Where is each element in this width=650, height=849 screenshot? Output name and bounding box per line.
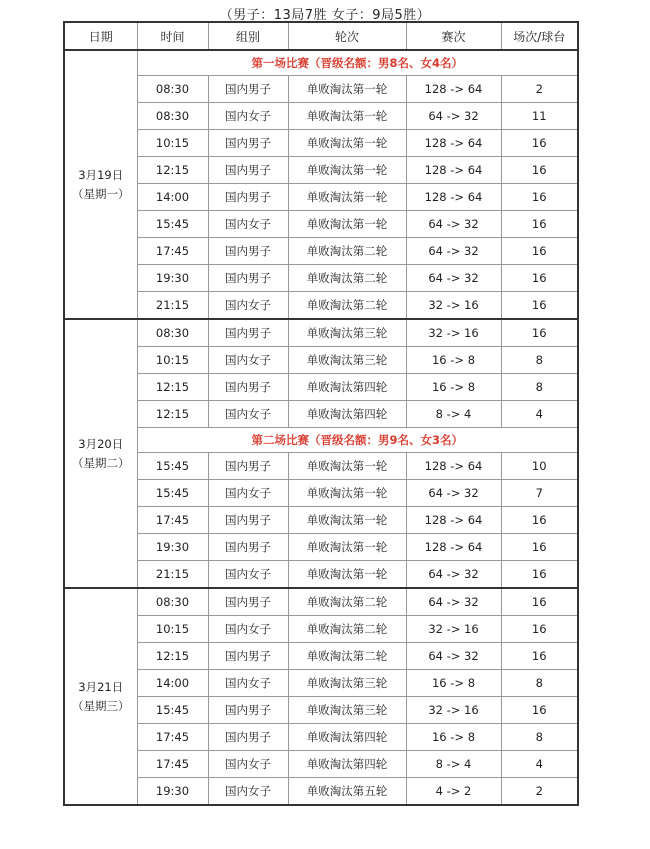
round-cell: 单败淘汰第一轮 [288, 507, 406, 534]
table-number-cell: 16 [501, 697, 578, 724]
match-cell: 64 -> 32 [406, 643, 501, 670]
table-number-cell: 16 [501, 616, 578, 643]
group-cell: 国内女子 [208, 778, 288, 806]
time-cell: 08:30 [137, 319, 208, 347]
table-number-cell: 16 [501, 211, 578, 238]
match-cell: 32 -> 16 [406, 319, 501, 347]
time-cell: 08:30 [137, 76, 208, 103]
table-row [64, 211, 578, 238]
time-cell: 17:45 [137, 507, 208, 534]
table-number-cell: 16 [501, 643, 578, 670]
time-cell: 19:30 [137, 778, 208, 806]
match-cell: 16 -> 8 [406, 724, 501, 751]
time-cell: 21:15 [137, 292, 208, 320]
round-cell: 单败淘汰第一轮 [288, 157, 406, 184]
session-banner: 第二场比赛（晋级名额：男9名、女3名） [137, 428, 578, 453]
header-group: 组别 [208, 22, 288, 50]
group-cell: 国内女子 [208, 103, 288, 130]
match-cell: 64 -> 32 [406, 103, 501, 130]
table-number-cell: 16 [501, 588, 578, 616]
round-cell: 单败淘汰第二轮 [288, 292, 406, 320]
time-cell: 10:15 [137, 130, 208, 157]
group-cell: 国内男子 [208, 184, 288, 211]
date-cell [64, 319, 137, 588]
match-cell: 128 -> 64 [406, 453, 501, 480]
date-label: 3月19日 [78, 167, 124, 182]
weekday-label: （星期一） [72, 186, 130, 201]
time-cell: 15:45 [137, 480, 208, 507]
table-row [64, 401, 578, 428]
time-cell: 19:30 [137, 534, 208, 561]
table-row [64, 319, 578, 347]
table-number-cell: 4 [501, 401, 578, 428]
table-number-cell: 16 [501, 292, 578, 320]
table-row [64, 374, 578, 401]
match-cell: 64 -> 32 [406, 588, 501, 616]
table-row [64, 184, 578, 211]
group-cell: 国内男子 [208, 130, 288, 157]
group-cell: 国内男子 [208, 238, 288, 265]
time-cell: 10:15 [137, 616, 208, 643]
round-cell: 单败淘汰第一轮 [288, 534, 406, 561]
round-cell: 单败淘汰第二轮 [288, 238, 406, 265]
round-cell: 单败淘汰第一轮 [288, 103, 406, 130]
match-cell: 128 -> 64 [406, 507, 501, 534]
date-cell [64, 588, 137, 805]
group-cell: 国内女子 [208, 347, 288, 374]
time-cell: 12:15 [137, 401, 208, 428]
time-cell: 15:45 [137, 697, 208, 724]
group-cell: 国内女子 [208, 480, 288, 507]
round-cell: 单败淘汰第三轮 [288, 319, 406, 347]
round-cell: 单败淘汰第二轮 [288, 643, 406, 670]
table-row [64, 76, 578, 103]
group-cell: 国内女子 [208, 670, 288, 697]
group-cell: 国内男子 [208, 76, 288, 103]
table-row [64, 480, 578, 507]
table-row [64, 697, 578, 724]
weekday-label: （星期二） [72, 455, 130, 470]
match-cell: 64 -> 32 [406, 211, 501, 238]
group-cell: 国内女子 [208, 211, 288, 238]
table-number-cell: 8 [501, 374, 578, 401]
table-row [64, 670, 578, 697]
match-cell: 32 -> 16 [406, 616, 501, 643]
header-date: 日期 [64, 22, 137, 50]
date-label: 3月21日 [78, 679, 124, 694]
table-number-cell: 16 [501, 238, 578, 265]
date-cell [64, 50, 137, 319]
round-cell: 单败淘汰第一轮 [288, 76, 406, 103]
round-cell: 单败淘汰第四轮 [288, 401, 406, 428]
match-cell: 128 -> 64 [406, 534, 501, 561]
time-cell: 17:45 [137, 751, 208, 778]
time-cell: 12:15 [137, 643, 208, 670]
header-table: 场次/球台 [501, 22, 578, 50]
match-cell: 4 -> 2 [406, 778, 501, 806]
time-cell: 17:45 [137, 724, 208, 751]
match-cell: 128 -> 64 [406, 130, 501, 157]
table-number-cell: 10 [501, 453, 578, 480]
group-cell: 国内男子 [208, 453, 288, 480]
table-row [64, 238, 578, 265]
header-row [64, 22, 578, 50]
table-row [64, 751, 578, 778]
schedule-table [63, 21, 579, 806]
table-row [64, 453, 578, 480]
table-number-cell: 4 [501, 751, 578, 778]
table-row [64, 588, 578, 616]
header-round: 轮次 [288, 22, 406, 50]
time-cell: 14:00 [137, 670, 208, 697]
table-row [64, 157, 578, 184]
table-number-cell: 16 [501, 157, 578, 184]
weekday-label: （星期三） [72, 698, 130, 713]
round-cell: 单败淘汰第三轮 [288, 347, 406, 374]
table-number-cell: 11 [501, 103, 578, 130]
session-banner: 第一场比赛（晋级名额：男8名、女4名） [137, 50, 578, 76]
match-cell: 16 -> 8 [406, 347, 501, 374]
table-body [64, 50, 578, 805]
table-number-cell: 8 [501, 670, 578, 697]
banner-row [64, 50, 578, 76]
table-row [64, 643, 578, 670]
match-cell: 8 -> 4 [406, 751, 501, 778]
header-match: 赛次 [406, 22, 501, 50]
group-cell: 国内女子 [208, 751, 288, 778]
group-cell: 国内男子 [208, 374, 288, 401]
table-number-cell: 16 [501, 507, 578, 534]
group-cell: 国内男子 [208, 507, 288, 534]
match-cell: 128 -> 64 [406, 157, 501, 184]
group-cell: 国内男子 [208, 265, 288, 292]
group-cell: 国内女子 [208, 401, 288, 428]
match-cell: 64 -> 32 [406, 265, 501, 292]
table-number-cell: 16 [501, 534, 578, 561]
round-cell: 单败淘汰第一轮 [288, 184, 406, 211]
round-cell: 单败淘汰第四轮 [288, 374, 406, 401]
time-cell: 19:30 [137, 265, 208, 292]
round-cell: 单败淘汰第二轮 [288, 616, 406, 643]
match-cell: 64 -> 32 [406, 561, 501, 589]
match-cell: 8 -> 4 [406, 401, 501, 428]
table-row [64, 265, 578, 292]
time-cell: 10:15 [137, 347, 208, 374]
table-row [64, 347, 578, 374]
header-time: 时间 [137, 22, 208, 50]
group-cell: 国内男子 [208, 697, 288, 724]
table-row [64, 130, 578, 157]
round-cell: 单败淘汰第一轮 [288, 480, 406, 507]
round-cell: 单败淘汰第四轮 [288, 724, 406, 751]
match-cell: 128 -> 64 [406, 184, 501, 211]
group-cell: 国内女子 [208, 616, 288, 643]
group-cell: 国内男子 [208, 724, 288, 751]
time-cell: 08:30 [137, 588, 208, 616]
match-cell: 32 -> 16 [406, 292, 501, 320]
time-cell: 08:30 [137, 103, 208, 130]
table-number-cell: 2 [501, 778, 578, 806]
group-cell: 国内男子 [208, 643, 288, 670]
table-row [64, 103, 578, 130]
format-subtitle: （男子：13局7胜 女子：9局5胜） [219, 8, 431, 23]
round-cell: 单败淘汰第一轮 [288, 211, 406, 238]
round-cell: 单败淘汰第二轮 [288, 265, 406, 292]
round-cell: 单败淘汰第五轮 [288, 778, 406, 806]
time-cell: 15:45 [137, 453, 208, 480]
time-cell: 12:15 [137, 157, 208, 184]
date-label: 3月20日 [78, 436, 124, 451]
table-number-cell: 16 [501, 561, 578, 589]
time-cell: 21:15 [137, 561, 208, 589]
table-number-cell: 16 [501, 319, 578, 347]
table-number-cell: 16 [501, 184, 578, 211]
round-cell: 单败淘汰第一轮 [288, 453, 406, 480]
table-row [64, 534, 578, 561]
table-row [64, 507, 578, 534]
match-cell: 64 -> 32 [406, 480, 501, 507]
table-number-cell: 7 [501, 480, 578, 507]
round-cell: 单败淘汰第一轮 [288, 130, 406, 157]
round-cell: 单败淘汰第二轮 [288, 588, 406, 616]
table-row [64, 724, 578, 751]
group-cell: 国内女子 [208, 561, 288, 589]
group-cell: 国内男子 [208, 157, 288, 184]
banner-row [64, 428, 578, 453]
table-number-cell: 16 [501, 130, 578, 157]
group-cell: 国内男子 [208, 588, 288, 616]
match-cell: 16 -> 8 [406, 374, 501, 401]
table-number-cell: 8 [501, 724, 578, 751]
match-cell: 128 -> 64 [406, 76, 501, 103]
round-cell: 单败淘汰第三轮 [288, 670, 406, 697]
table-row [64, 292, 578, 320]
time-cell: 14:00 [137, 184, 208, 211]
group-cell: 国内男子 [208, 534, 288, 561]
table-row [64, 561, 578, 589]
match-cell: 64 -> 32 [406, 238, 501, 265]
group-cell: 国内女子 [208, 292, 288, 320]
table-number-cell: 2 [501, 76, 578, 103]
table-header [64, 22, 578, 50]
match-cell: 32 -> 16 [406, 697, 501, 724]
round-cell: 单败淘汰第四轮 [288, 751, 406, 778]
time-cell: 17:45 [137, 238, 208, 265]
table-number-cell: 16 [501, 265, 578, 292]
table-number-cell: 8 [501, 347, 578, 374]
table-row [64, 616, 578, 643]
match-cell: 16 -> 8 [406, 670, 501, 697]
group-cell: 国内男子 [208, 319, 288, 347]
time-cell: 12:15 [137, 374, 208, 401]
time-cell: 15:45 [137, 211, 208, 238]
round-cell: 单败淘汰第三轮 [288, 697, 406, 724]
table-row [64, 778, 578, 806]
round-cell: 单败淘汰第一轮 [288, 561, 406, 589]
